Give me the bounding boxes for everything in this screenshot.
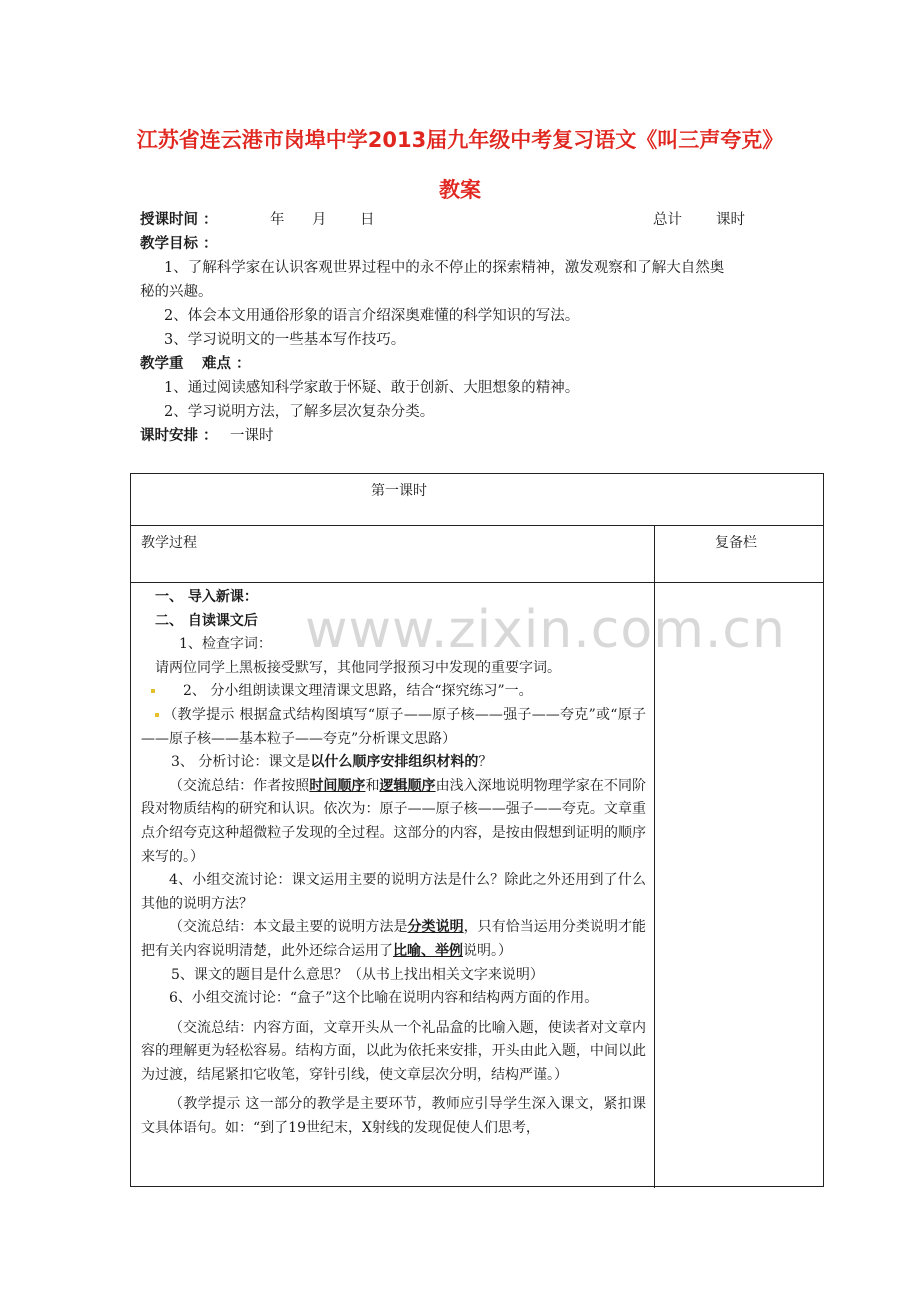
schedule-line: 课时安排 ： 一课时 bbox=[140, 428, 274, 444]
notes-header: 复备栏 bbox=[715, 535, 757, 551]
goal-item: 1、了解科学家在认识客观世界过程中的永不停止的探索精神，激发观察和了解大自然奥 bbox=[164, 260, 725, 276]
key-item: 1、通过阅读感知科学家敢于怀疑、敢于创新、大胆想象的精神。 bbox=[164, 380, 580, 396]
goal-item: 2、体会本文用通俗形象的语言介绍深奥难懂的科学知识的写法。 bbox=[164, 308, 580, 324]
section-heading: 二、 自读课文后 bbox=[155, 612, 258, 629]
goals-heading: 教学目标 ： bbox=[140, 236, 218, 252]
paragraph: （教学提示 根据盒式结构图填写“原子——原子核——强子——夸克”或“原子——原子核——基本粒子——夸克”分析课文思路） bbox=[141, 706, 646, 747]
marker-icon bbox=[155, 713, 159, 717]
key-item: 2、学习说明方法，了解多层次复杂分类。 bbox=[164, 404, 435, 420]
total-label: 总计 bbox=[653, 212, 682, 228]
day-label: 日 bbox=[360, 212, 375, 228]
paragraph: （教学提示 这一部分的教学是主要环节，教师应引导学生深入课文，紧扣课文具体语句。如：“到了19世纪末，X射线的发现促使人们思考， bbox=[141, 1096, 646, 1137]
marker-icon bbox=[151, 689, 155, 693]
lesson-row bbox=[131, 474, 823, 526]
key-heading: 教学重 难点 ： bbox=[140, 356, 251, 372]
time-line bbox=[140, 208, 800, 232]
step-item: 1、检查字词： bbox=[179, 636, 272, 653]
goal-item: 3、学习说明文的一些基本写作技巧。 bbox=[164, 332, 406, 348]
lesson-meta bbox=[140, 208, 800, 448]
step-item: 3、 分析讨论：课文是以什么顺序安排组织材料的？ bbox=[171, 754, 493, 771]
watermark: www.zixin.com.cn bbox=[305, 600, 786, 660]
goal-item-cont: 秘的兴趣。 bbox=[140, 284, 213, 300]
section-heading: 一、 导入新课： bbox=[155, 589, 258, 605]
paragraph: 4、小组交流讨论：课文运用主要的说明方法是什么？除此之外还用到了什么其他的说明方法？ bbox=[141, 872, 646, 912]
header-row bbox=[131, 526, 823, 583]
paragraph: （交流总结：作者按照时间顺序和逻辑顺序由浅入深地说明物理学家在不同阶段对物质结构的研究和认识。依次为：原子——原子核——强子——夸克。文章重点介绍夸克这种超微粒子发现的全过程。这部分的内容，是按由假想到证明的顺序来写的。） bbox=[141, 777, 647, 865]
document-title-line2: 教案 bbox=[439, 178, 481, 202]
process-header: 教学过程 bbox=[141, 535, 197, 551]
hours-label: 课时 bbox=[716, 212, 745, 228]
paragraph: 请两位同学上黑板接受默写，其他同学报预习中发现的重要字词。 bbox=[155, 659, 561, 676]
paragraph: 6、小组交流讨论：“盒子”这个比喻在说明内容和结构两方面的作用。 bbox=[169, 990, 599, 1007]
paragraph: （交流总结：本文最主要的说明方法是分类说明，只有恰当运用分类说明才能把有关内容说明清楚，此外还综合运用了比喻、举例说明。） bbox=[141, 919, 647, 959]
document-title: 江苏省连云港市岗埠中学2013届九年级中考复习语文《叫三声夸克》 bbox=[136, 128, 784, 152]
paragraph: （交流总结：内容方面，文章开头从一个礼品盒的比喻入题，使读者对文章内容的理解更为轻松容易。结构方面，以此为依托来安排，开头由此入题，中间以此为过渡，结尾紧扣它收笔，穿针引线，使文章层次分明，结构严谨。） bbox=[141, 1019, 646, 1083]
year-label: 年 bbox=[270, 212, 285, 228]
time-label: 授课时间 ： bbox=[140, 212, 218, 228]
step-item: 5、课文的题目是什么意思？（从书上找出相关文字来说明） bbox=[171, 966, 544, 983]
lesson-title: 第一课时 bbox=[371, 483, 427, 499]
step-item: 2、 分小组朗读课文理清课文思路，结合“探究练习”一。 bbox=[141, 680, 646, 704]
lesson-table bbox=[130, 473, 824, 1187]
month-label: 月 bbox=[312, 212, 327, 228]
process-content bbox=[141, 586, 646, 1141]
